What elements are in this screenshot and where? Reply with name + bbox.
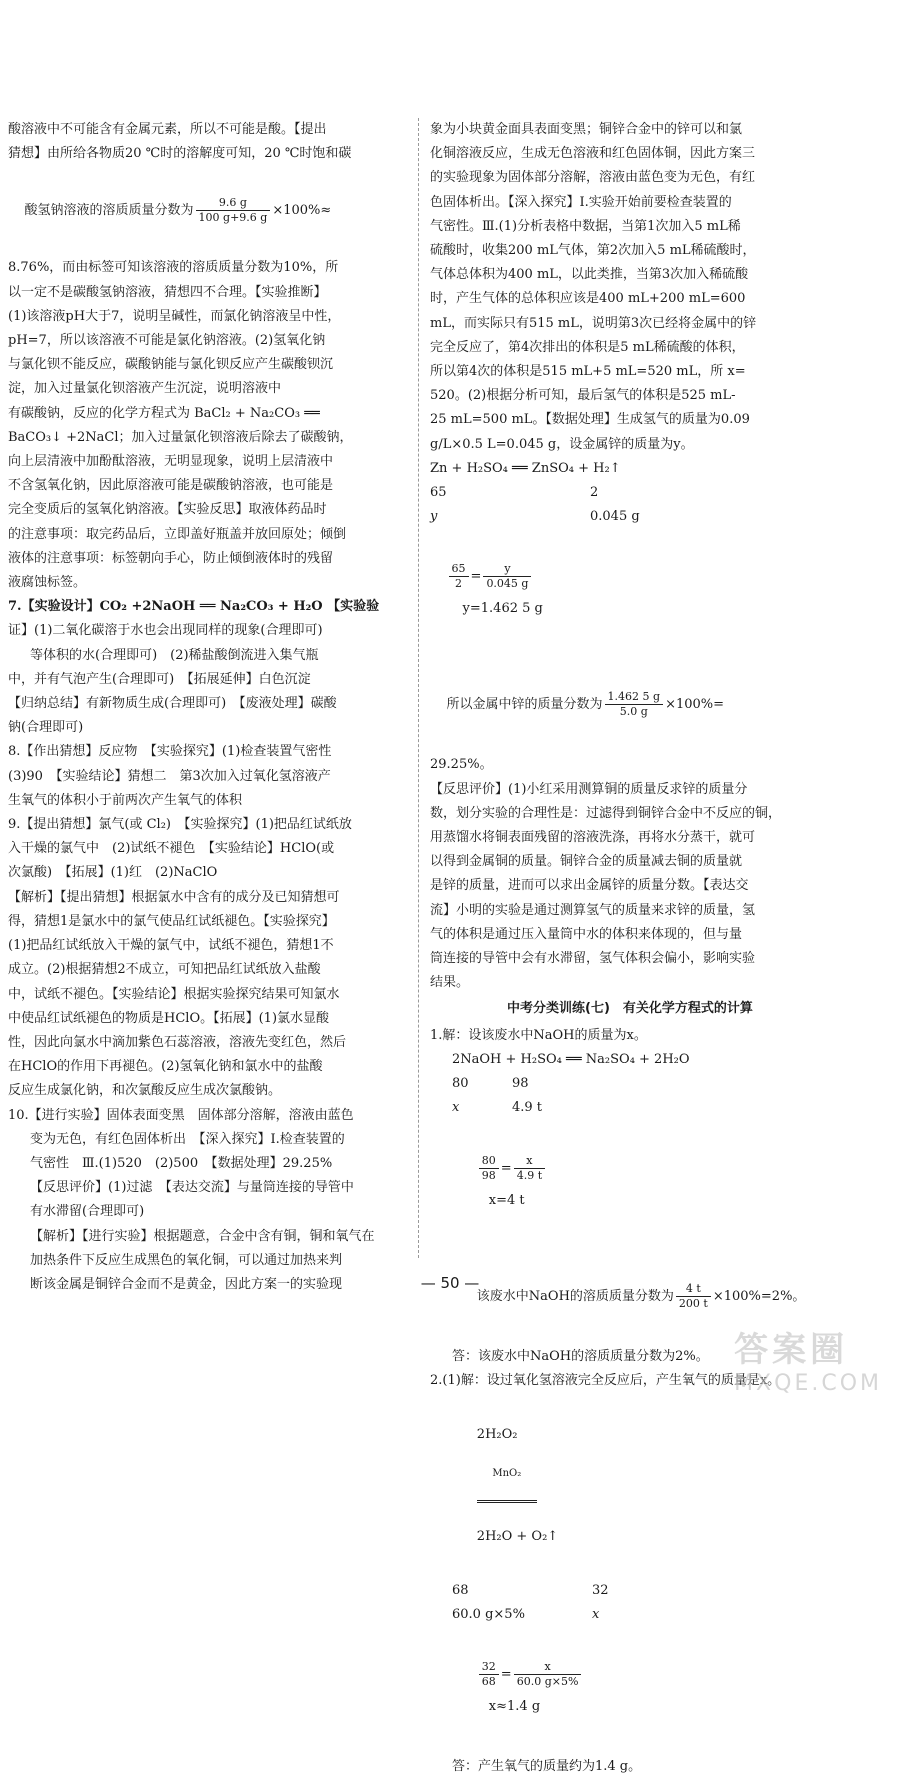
text-line: 硫酸时，收集200 mL气体，第2次加入5 mL稀硫酸时， — [430, 243, 756, 259]
text-line: pH=7，所以该溶液不可能是氯化钠溶液。(2)氢氧化钠 — [8, 333, 326, 349]
text-line: 520。(2)根据分析可知，最后氢气的体积是525 mL- — [430, 388, 736, 404]
text-line: 气密性。Ⅲ.(1)分析表格中数据，当第1次加入5 mL稀 — [430, 218, 741, 234]
right-column — [430, 118, 830, 1780]
text-line: 的注意事项：取完药品后，立即盖好瓶盖并放回原处；倾倒 — [8, 526, 347, 542]
solution-1: 1.解：设该废水中NaOH的质量为x。 2NaOH + H₂SO₄ ══ Na₂SO₄ + 2H₂O 80 98 x 4.9 t $\frac{80}{98}$ = $\frac{x}{4.9 t}$ x=4 t 该废水中NaOH的溶质质量分数为 $\frac{4 t}{200 t}$ ×100%=2%。 答：该废水中NaOH的溶质质量分数为2%。 — [430, 1027, 806, 1364]
text-line: mL，而实际只有515 mL，说明第3次已经将金属中的锌 — [430, 315, 757, 331]
text-line: 25 mL=500 mL。【数据处理】生成氢气的质量为0.09 — [430, 412, 750, 428]
watermark-logo: 答案圈 MXQE.COM — [734, 1330, 882, 1396]
text-line: 液体的注意事项：标签朝向手心，防止倾倒液体时的残留 — [8, 550, 334, 566]
equation-row: 65 2 — [430, 485, 599, 501]
text-line: 与氯化钡不能反应，碳酸钠能与氯化钡反应产生碳酸钡沉 — [8, 357, 334, 373]
text-line: 的实验现象为固体部分溶解，溶液由蓝色变为无色，有红 — [430, 170, 756, 186]
question-7: 7.【实验设计】CO₂ +2NaOH ══ Na₂CO₃ + H₂O 【实验验 证】(1)二氧化碳溶于水也会出现同样的现象(合理即可) 等体积的水(合理即可) (2)稀盐酸倒流进入集气瓶 中，并有气泡产生(合理即可) 【拓展延伸】白色沉淀 【归纳总结】有新物质生成(合理即可) 【废液处理】碳酸 钠(合理即可) — [8, 599, 380, 736]
text-line: 8.76%，而由标签可知该溶液的溶质质量分数为10%，所 — [8, 260, 339, 276]
text-line: 数，划分实验的合理性是：过滤得到铜锌合金中不反应的铜， — [430, 805, 782, 821]
question-8: 8.【作出猜想】反应物 【实验探究】(1)检查装置气密性 (3)90 【实验结论】猜想二 第3次加入过氧化氢溶液产 生氧气的体积小于前两次产生氧气的体积 — [8, 744, 332, 808]
text-line: 猜想】由所给各物质20 ℃时的溶解度可知，20 ℃时饱和碳 — [8, 146, 352, 162]
text-line: g/L×0.5 L=0.045 g，设金属锌的质量为y。 — [430, 436, 694, 452]
text-line: 完全反应了，第4次排出的体积是5 mL稀硫酸的体积， — [430, 339, 745, 355]
zinc-fraction-line: 所以金属中锌的质量分数为 $\frac{1.462 5 g}{5.0 g}$ ×100%= — [446, 690, 725, 719]
question-9: 9.【提出猜想】氯气(或 Cl₂) 【实验探究】(1)把品红试纸放 入干燥的氯气中 (2)试纸不褪色 【实验结论】HClO(或 次氯酸) 【拓展】(1)红 (2)NaClO 【解析】【提出猜想】根据氯水中含有的成分及已知猜想可 得，猜想1是氯水中的氯气使品红试纸褪色。【实验探究】 (1)把品红试纸放入干燥的氯气中，试纸不褪色，猜想1不 成立。(2)根据猜想2不成立，可知把品红试纸放入盐酸 中，试纸不褪色。【实验结论】根据实验探究结果可知氯水 中使品红试纸褪色的物质是HClO。【拓展】(1)氯水显酸 性，因此向氯水中滴加紫色石蕊溶液，溶液先变红色，然后 在HClO的作用下再褪色。(2)氢氧化钠和氯水中的盐酸 反应生成氯化钠，和次氯酸反应生成次氯酸钠。 — [8, 817, 352, 1099]
text-line: 不含氢氧化钠，因此原溶液可能是碳酸钠溶液，也可能是 — [8, 478, 334, 494]
text-line: 象为小块黄金面具表面变黑；铜锌合金中的锌可以和氯 — [430, 122, 743, 137]
text-line: 淀，加入过量氯化钡溶液产生沉淀，说明溶液中 — [8, 381, 282, 397]
text-line: 是锌的质量，进而可以求出金属锌的质量分数。【表达交 — [430, 878, 749, 894]
text-line: 以得到金属铜的质量。铜锌合金的质量减去铜的质量就 — [430, 854, 743, 870]
text-line: 流】小明的实验是通过测算氢气的质量来求锌的质量，氢 — [430, 902, 756, 918]
text-line: 结果。 — [430, 975, 470, 991]
text-line: 气体总体积为400 mL，以此类推，当第3次加入稀硫酸 — [430, 267, 749, 283]
text-line: 有碳酸钠，反应的化学方程式为 BaCl₂ + Na₂CO₃ ══ — [8, 405, 320, 421]
section-title: 中考分类训练(七) 有关化学方程式的计算 — [507, 1001, 753, 1017]
text-line: 酸溶液中不可能含有金属元素，所以不可能是酸。【提出 — [8, 122, 327, 137]
fraction-line: 酸氢钠溶液的溶质质量分数为 $\frac{9.6 g}{100 g+9.6 g}$ ×100%≈ — [24, 196, 332, 225]
text-line: 筒连接的导管中会有水滞留，氢气体积会偏小，影响实验 — [430, 951, 756, 967]
text-line: BaCO₃↓ +2NaCl；加入过量氯化钡溶液后除去了碳酸钠， — [8, 429, 353, 445]
fraction: $\frac{9.6 g}{100 g+9.6 g}$ — [196, 196, 271, 225]
text-line: 时，产生气体的总体积应该是400 mL+200 mL=600 — [430, 291, 746, 307]
text-line: 【反思评价】(1)小红采用测算铜的质量反求锌的质量分 — [430, 781, 748, 797]
text-line: 色固体析出。【深入探究】Ⅰ.实验开始前要检查装置的 — [430, 194, 732, 210]
solution-2: 2.(1)解：设过氧化氢溶液完全反应后，产生氧气的质量是x。 2H₂O₂ MnO₂ 2H₂O + O₂↑ 68 32 60.0 g×5% x $\frac{32}{68}$ = $\frac{x}{60.0 g\times 5\%}$ x≈1.4 g 答：产生氧气的质量约为1.4 g。 — [430, 1372, 781, 1775]
equation-zinc: Zn + H₂SO₄ ══ ZnSO₄ + H₂↑ — [430, 460, 621, 476]
text-line: 气的体积是通过压入量筒中水的体积来体现的，但与量 — [430, 926, 743, 942]
text-line: 向上层清液中加酚酞溶液，无明显现象，说明上层清液中 — [8, 454, 334, 470]
text-line: 以一定不是碳酸氢钠溶液，猜想四不合理。【实验推断】 — [8, 284, 327, 300]
proportion-zinc: $\frac{65}{2}$ = $\frac{y}{0.045 g}$ y=1.462 5 g — [430, 529, 830, 657]
text-line: 完全变质后的氢氧化钠溶液。【实验反思】取液体药品时 — [8, 502, 327, 518]
column-divider — [418, 118, 419, 1258]
equation-row: y 0.045 g — [430, 509, 640, 525]
left-column — [8, 118, 408, 1297]
text-line: (1)该溶液pH大于7，说明呈碱性，而氯化钠溶液呈中性， — [8, 308, 341, 324]
page-number: — 50 — — [420, 1274, 480, 1292]
text-line: 所以第4次的体积是515 mL+5 mL=520 mL，所 x= — [430, 364, 746, 380]
question-10: 10.【进行实验】固体表面变黑 固体部分溶解，溶液由蓝色 变为无色，有红色固体析出 【深入探究】Ⅰ.检查装置的 气密性 Ⅲ.(1)520 (2)500 【数据处理】29.25% 【反思评价】(1)过滤 【表达交流】与量筒连接的导管中 有水滞留(合理即可) 【解析】【进行实验】根据题意，合金中含有铜，铜和氧气在 加热条件下反应生成黑色的氧化铜，可以通过加热来判 断该金属是铜锌合金而不是黄金，因此方案一的实验现 — [8, 1107, 375, 1292]
text-line: 用蒸馏水将铜表面残留的溶液洗涤，再将水分蒸干，就可 — [430, 830, 756, 846]
zinc-result: 29.25%。 — [430, 757, 493, 773]
text-line: 液腐蚀标签。 — [8, 575, 87, 591]
text-line: 化铜溶液反应，生成无色溶液和红色固体铜，因此方案三 — [430, 146, 756, 162]
